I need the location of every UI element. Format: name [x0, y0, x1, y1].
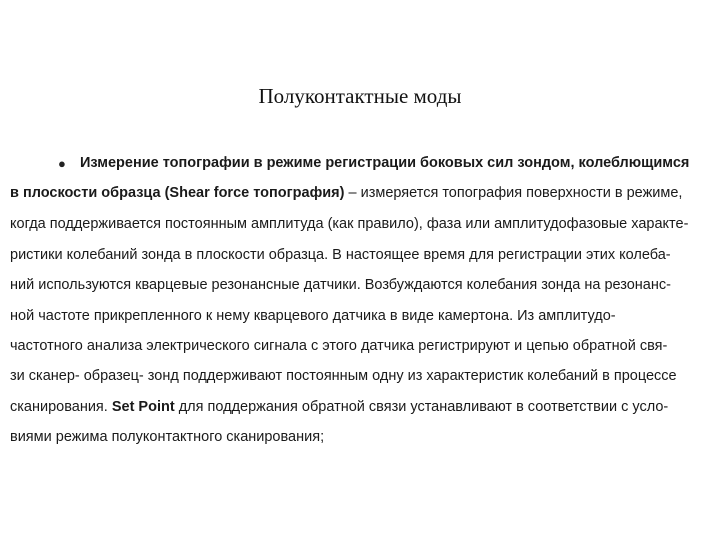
bullet-icon: ● — [58, 156, 66, 171]
paragraph-line-3: когда поддерживается постоянным амплитуда (как правило), фаза или амплитудофазовые характе- — [10, 216, 689, 232]
paragraph-line-8: зи сканер- образец- зонд поддерживают постоянным одну из характеристик колебаний в процессе — [10, 368, 677, 384]
paragraph-line-7: частотного анализа электрического сигнала с этого датчика регистрируют и цепью обратной свя- — [10, 338, 668, 354]
paragraph-set-point-term: Set Point — [111, 399, 175, 415]
paragraph-line-1 — [80, 156, 710, 171]
slide-title: Полуконтактные моды — [258, 84, 462, 108]
paragraph-line-4: ристики колебаний зонда в плоскости образца. В настоящее время для регистрации этих колеба- — [10, 247, 671, 263]
paragraph-line-6: ной частоте прикрепленного к нему кварцевого датчика в виде камертона. Из амплитудо- — [10, 308, 616, 324]
paragraph-bold-term: в плоскости образца (Shear force топография) — [10, 185, 345, 201]
paragraph-line-2 — [10, 186, 682, 201]
paragraph-line-9 — [10, 400, 668, 415]
paragraph-line-9-text: для поддержания обратной связи устанавливают в соответствии с усло- — [174, 399, 669, 415]
paragraph-line-5: ний используются кварцевые резонансные датчики. Возбуждаются колебания зонда на резонанс- — [10, 277, 671, 293]
paragraph-line-2-text: – измеряется топография поверхности в режиме, — [344, 185, 683, 201]
paragraph-line-9-start: сканирования. — [10, 399, 112, 415]
paragraph-bold-heading: Измерение топографии в режиме регистрации боковых сил зондом, колеблющимся — [80, 155, 690, 171]
paragraph-line-10: виями режима полуконтактного сканирования; — [10, 429, 325, 445]
